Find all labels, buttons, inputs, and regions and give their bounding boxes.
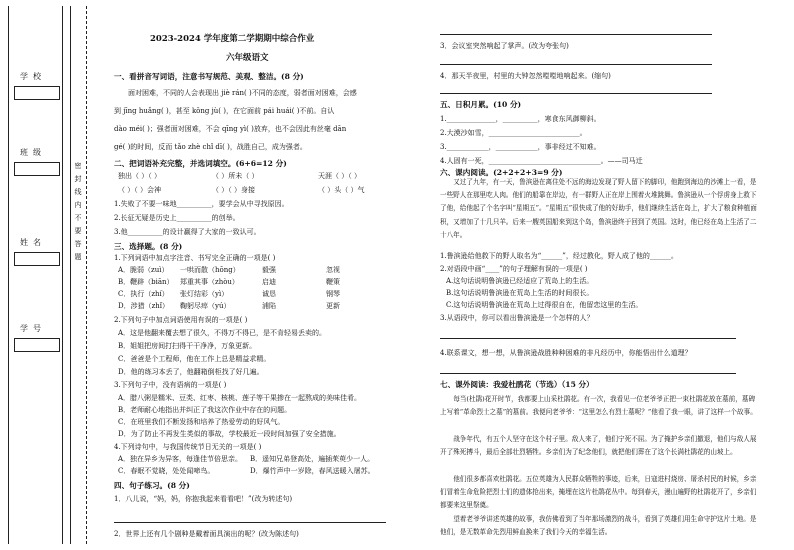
option-word: 张灯结彩（yì）: [180, 290, 229, 298]
question: 1.鲁滨逊给他救下的野人取名为“______”，经过教化，野人成了他的______。: [440, 252, 678, 260]
sec5-title: 五、日积月累。(10 分): [440, 100, 522, 109]
option[interactable]: A．腊八粥是糯米、豆类、红枣、核桃、莲子等干果掺在一起熬成的美味佳肴。: [118, 394, 362, 402]
fill-item: 3.他__________的设计赢得了大家的一致认可。: [114, 228, 261, 236]
student-id-label: 学号: [20, 324, 46, 333]
option[interactable]: A．独在异乡为异客，每逢佳节倍思亲。: [118, 455, 243, 463]
student-id-input[interactable]: [14, 338, 60, 352]
option[interactable]: A．这是他翻来覆去想了很久，不得万不得已，是不肯轻易丢卖的。: [118, 329, 327, 337]
sec1-line: 到 jīng huǎng( )，甚至 kǒng jù( )，在它面前 pái huái( )不前。自认: [114, 107, 335, 115]
question: 3.从语段中，你可以看出鲁滨逊是一个怎样的人？: [440, 314, 594, 322]
class-input[interactable]: [14, 162, 60, 176]
reading-paragraph: 望着老爷爷讲述英雄的故事，我仿佛看到了当年那场激烈的战斗，看到了英雄们用生命守护这片土地。是他们，是无数革命先烈用鲜血换来了我们今天的幸福生活。: [440, 515, 757, 537]
option[interactable]: D．他的练习本丢了，他翻箱倒柜找了好几遍。: [118, 368, 264, 376]
option[interactable]: B.这句话说明鲁滨逊在荒岛上生活的时间很长。: [446, 289, 594, 297]
sec1-line: dào méi( )；强者面对困难，不会 qīng yì( )放弃，也不会因此有丝毫 dān: [114, 125, 347, 133]
idiom-blank[interactable]: （ ）（ ）会神: [118, 186, 161, 194]
sec7-title: 七、课外阅读：我爱杜鹃花（节选）（15 分）: [440, 380, 594, 389]
option-word: 鞠躬尽瘁（yú）: [180, 302, 231, 310]
seal-line-right: [86, 6, 87, 544]
option[interactable]: B．老师耐心地指出并纠正了我这次作业中存在的问题。: [118, 406, 292, 414]
school-label: 学校: [20, 72, 46, 81]
sec3-title: 三、选择题。(8 分): [114, 242, 183, 251]
sec4-title: 四、句子练习。(8 分): [114, 481, 190, 490]
sec6-title: 六、课内阅读。(2+2+2+3=9 分): [440, 168, 563, 177]
question: 1．八儿说，“妈，妈，你抱我起来看看吧！”(改为转述句): [114, 495, 293, 503]
answer-line[interactable]: [440, 64, 712, 65]
fill-item: 2.长征无疑是历史上__________的创举。: [114, 214, 240, 222]
option[interactable]: A.这句话说明鲁滨逊已经适应了荒岛上的生活。: [446, 277, 594, 285]
option[interactable]: B．姐姐把房间打扫得干干净净，万象更新。: [118, 342, 257, 350]
seal-line-left: [70, 6, 71, 544]
answer-line[interactable]: [440, 338, 736, 339]
idiom-blank[interactable]: （ ）所未（ ）: [212, 172, 259, 180]
name-label: 姓名: [20, 238, 46, 247]
answer-line[interactable]: [440, 373, 736, 374]
answer-line[interactable]: [114, 522, 386, 523]
option-word: 鞭策: [326, 278, 340, 286]
fill-item: 1.失败了不要一味地__________，要学会从中寻找原因。: [114, 200, 289, 208]
sec2-title: 二、把词语补充完整，并选词填空。(6+6=12 分): [114, 159, 287, 168]
question: 2.对语段中画“____”的句子理解有误的一项是( ): [440, 265, 588, 273]
option[interactable]: C．春眠不觉晓，处处闻啼鸟。: [118, 467, 215, 475]
idiom-blank[interactable]: 独出（ ）（ ）: [118, 172, 161, 180]
option[interactable]: D．爆竹声中一岁除，春风送暖入屠苏。: [250, 467, 375, 475]
option-word: 浦陷: [262, 302, 276, 310]
question: 3．会议室突然响起了掌声。(改为夸张句): [440, 42, 569, 50]
idiom-blank[interactable]: （ ）头（ ）气: [318, 186, 365, 194]
option[interactable]: C．在班里我们不断发扬和培养了热爱劳动的好风气。: [118, 418, 285, 426]
option[interactable]: D．涉猎（zhǐ）: [118, 302, 170, 310]
option[interactable]: C．爸爸是个工程师，他在工作上总是精益求精。: [118, 355, 271, 363]
poem-line[interactable]: 1.______________，__________，寒食东风御柳斜。: [440, 115, 601, 123]
question: 4.联系课文，想一想，从鲁滨逊战胜种种困难的非凡经历中，你能悟出什么道理？: [440, 349, 692, 357]
option-word: 郑重其事（zhòu）: [180, 278, 239, 286]
option-word: 更新: [326, 302, 340, 310]
school-input[interactable]: [14, 86, 60, 100]
answer-line[interactable]: [440, 34, 712, 35]
option[interactable]: C.这句话说明鲁滨逊在荒岛上过得很自在，他留恋这里的生活。: [446, 301, 643, 309]
reading-paragraph: 每当(杜鹃)花开时节，我都要上山采杜鹃花。有一次，我看见一位老爷爷正把一束杜鹃花放在墓前，墓碑上写着“革命烈士之墓”的墓前。我便问老爷爷：“这里怎么有烈士墓呢？”他看了我一眼，讲了这样一个故事。: [440, 395, 757, 417]
class-label: 班级: [20, 148, 46, 157]
poem-line[interactable]: 4.人固有一死，________________________________。——司马迁: [440, 157, 643, 165]
option[interactable]: D．为了防止不再发生类似的事故，学校最近一段时间加强了安全措施。: [118, 430, 341, 438]
name-input[interactable]: [14, 252, 60, 266]
question: 4．那天半夜里，村里的大钟忽然嘡嘡地响起来。(缩句): [440, 72, 611, 80]
option-word: 忽视: [326, 266, 340, 274]
poem-line[interactable]: 3.____________，____________，事非经过不知难。: [440, 143, 601, 151]
reading-paragraph: 他们很多都喜欢杜鹃花。五位英雄为人民群众牺牲的事迹，后来，日寇进村烧房、屠杀村民的时候，乡亲们冒着生命危险把烈士们的遗体抢出来，掩埋在这片杜鹃花丛中。每到春天，漫山遍野的杜鹃花开了，乡亲们都要来这里祭奠。: [440, 475, 757, 510]
question: 4.下列诗句中，与我国传统节日无关的一项是( ): [114, 443, 262, 451]
question: 1.下列词语中加点字注音、书写完全正确的一项是( ): [114, 254, 276, 262]
option[interactable]: A．脆弱（zuì）: [118, 266, 169, 274]
option[interactable]: B．鞭辟（biān）: [118, 278, 174, 286]
sec1-line: 面对困难，不同的人会表现出 jiè rán( )不同的态度，弱者面对困难，会感: [128, 89, 357, 97]
idiom-blank[interactable]: 天涯（ ）（ ）: [318, 172, 361, 180]
sidebar-border-left: [8, 6, 9, 544]
question: 3.下列句子中，没有语病的一项是( ): [114, 381, 227, 389]
option-word: 启迪: [262, 278, 276, 286]
poem-line[interactable]: 2.大漠沙如雪，__________________________。: [440, 129, 587, 137]
exam-subtitle: 六年级语文: [226, 53, 269, 63]
option-word: 毅强: [262, 266, 276, 274]
sidebar-border-right: [62, 6, 63, 544]
reading-passage: 又过了九年，有一天，鲁滨逊在离住处不远的海边发现了野人留下的脚印，他跑到海边的沙滩上一看，是一些野人在那里吃人肉。他们的船靠在岸边，有一群野人正在岸上围着火堆跳舞。鲁滨逊从一个俘虏身上救下了他，给他起了个名字叫“星期五”。“星期五”很快成了他的好助手，他们继续生活在岛上，扩大了粮食种植面积，又增加了十几只羊。后来一艘英国船来到这个岛，鲁滨逊终于回到了英国。这时，他已经在岛上生活了二十八年。: [440, 178, 757, 239]
option[interactable]: B．遥知兄弟登高处，遍插茱萸少一人。: [250, 455, 375, 463]
sec1-title: 一、看拼音写词语，注意书写规范、美观、整洁。(8 分): [114, 72, 304, 81]
option-word: 钢琴: [326, 290, 340, 298]
option-word: 诚恳: [262, 290, 276, 298]
option-word: 一哄而散（hōng）: [180, 266, 240, 274]
option[interactable]: C．执行（zhí）: [118, 290, 169, 298]
idiom-blank[interactable]: （ ）（ ）身接: [212, 186, 255, 194]
question: 2.下列句子中加点词语使用有误的一项是( ): [114, 316, 248, 324]
reading-paragraph: 战争年代，有五个人坚守在这个村子里。敌人来了，他们宁死不屈。为了掩护乡亲们撤退，他们与敌人展开了殊死搏斗，最后全部壮烈牺牲。乡亲们为了纪念他们，就把他们葬在了这个长满杜鹃花的山坡上。: [440, 435, 757, 457]
seal-text: 密 封 线 内 不 要 答 题: [74, 162, 82, 261]
answer-line[interactable]: [440, 93, 712, 94]
question: 2．世界上还有几个剧种是戴着面具演出的呢？(改为陈述句): [114, 530, 299, 538]
exam-title: 2023-2024 学年度第二学期期中综合作业: [150, 34, 315, 44]
sec1-line: gé( )的时间，反而 tǎo zhè chǐ dī( )，战胜自己，成为强者。: [114, 143, 307, 151]
